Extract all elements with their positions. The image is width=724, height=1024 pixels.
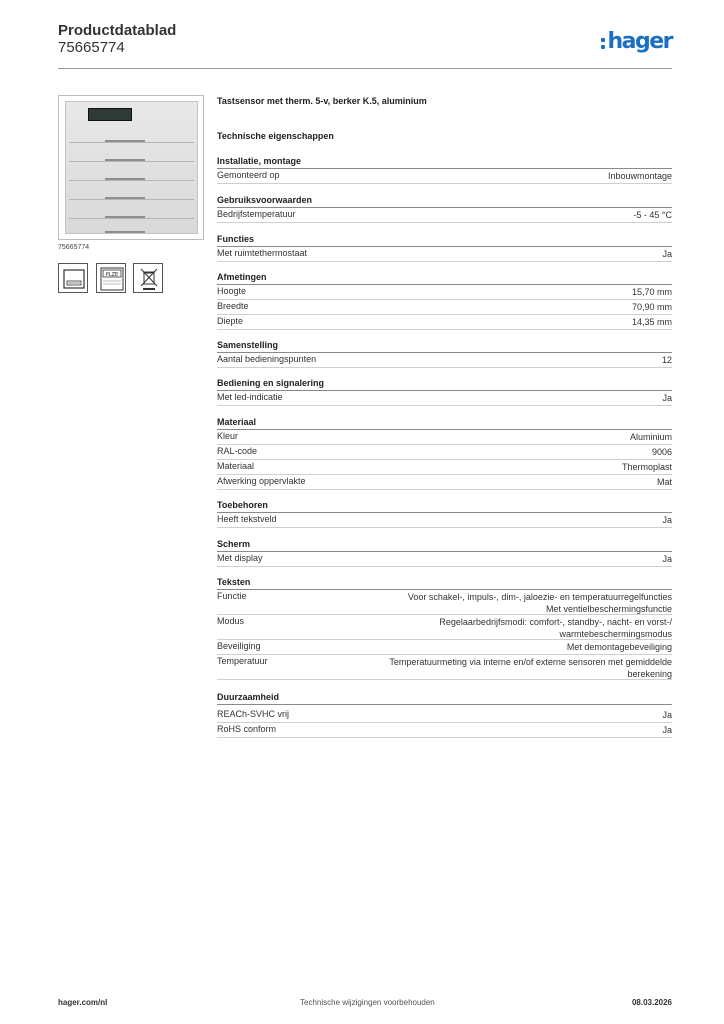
- spec-label: Kleur: [217, 431, 239, 441]
- spec-value: 9006: [651, 447, 672, 457]
- spec-row: [217, 640, 672, 655]
- spec-row: [217, 285, 672, 300]
- spec-label: Met ruimtethermostaat: [217, 248, 308, 258]
- spec-label: Gemonteerd op: [217, 170, 280, 180]
- spec-value-line: Voor schakel-, impuls-, dim-, jaloezie- en temperatuurregelfuncties: [407, 592, 672, 602]
- section-title: Materiaal: [217, 417, 257, 427]
- section-title: Duurzaamheid: [217, 692, 280, 702]
- technical-properties-heading: Technische eigenschappen: [217, 131, 334, 141]
- footer-disclaimer: Technische wijzigingen voorbehouden: [300, 998, 435, 1007]
- spec-label: Beveiliging: [217, 641, 261, 651]
- product-description: Tastsensor met therm. 5-v, berker K.5, aluminium: [217, 96, 427, 106]
- spec-row: [217, 300, 672, 315]
- section-divider: [217, 704, 672, 705]
- spec-value: 14,35 mm: [631, 317, 672, 327]
- spec-row: [217, 552, 672, 567]
- spec-value: Mat: [656, 477, 672, 487]
- spec-value-line: Met ventielbeschermingsfunctie: [545, 604, 672, 614]
- spec-row: [217, 615, 672, 640]
- logo-text: hager: [607, 28, 672, 54]
- spec-row: [217, 513, 672, 528]
- spec-value: 70,90 mm: [631, 302, 672, 312]
- device-key: [69, 181, 194, 200]
- device-key: [69, 124, 194, 143]
- product-number: 75665774: [58, 39, 125, 56]
- spec-label: Aantal bedieningspunten: [217, 354, 317, 364]
- header-divider: [58, 68, 672, 69]
- spec-value: Ja: [662, 393, 672, 403]
- section-title: Samenstelling: [217, 340, 279, 350]
- touch-sensor-device-icon: [65, 101, 198, 234]
- spec-value: Ja: [662, 710, 672, 720]
- spec-label: Temperatuur: [217, 656, 268, 666]
- spec-label: RAL-code: [217, 446, 258, 456]
- spec-value-line: berekening: [627, 669, 672, 679]
- spec-label: Met display: [217, 553, 263, 563]
- spec-value: Ja: [662, 515, 672, 525]
- spec-label: Afwerking oppervlakte: [217, 476, 306, 486]
- spec-row: [217, 208, 672, 223]
- display-device-icon: [58, 263, 88, 293]
- section-title: Toebehoren: [217, 500, 268, 510]
- spec-value: 12: [661, 355, 672, 365]
- spec-label: Materiaal: [217, 461, 255, 471]
- spec-row: [217, 391, 672, 406]
- footer-website: hager.com/nl: [58, 998, 108, 1007]
- spec-value-line: warmtebeschermingsmodus: [559, 629, 672, 639]
- logo-dots-icon: [601, 38, 605, 49]
- spec-value: [389, 656, 672, 680]
- hager-logo: [601, 28, 672, 54]
- spec-value: Met demontagebeveiliging: [566, 642, 672, 652]
- spec-value-line: Temperatuurmeting via interne en/of externe sensoren met gemiddelde: [389, 657, 672, 667]
- spec-label: Hoogte: [217, 286, 247, 296]
- spec-value: Ja: [662, 249, 672, 259]
- spec-row: [217, 590, 672, 615]
- document-title: Productdatablad: [58, 22, 177, 39]
- spec-row: [217, 475, 672, 490]
- spec-label: Breedte: [217, 301, 249, 311]
- spec-label: Bedrijfstemperatuur: [217, 209, 296, 219]
- spec-value: 15,70 mm: [631, 287, 672, 297]
- spec-row: [217, 430, 672, 445]
- footer-date: 08.03.2026: [631, 998, 672, 1007]
- spec-row: [217, 460, 672, 475]
- section-title: Gebruiksvoorwaarden: [217, 195, 313, 205]
- image-caption: 75665774: [58, 244, 90, 251]
- spec-row: [217, 723, 672, 738]
- device-key: [69, 143, 194, 162]
- spec-row: [217, 315, 672, 330]
- product-image: [58, 95, 204, 240]
- spec-row: [217, 169, 672, 184]
- section-title: Installatie, montage: [217, 156, 302, 166]
- svg-text:PLZE: PLZE: [105, 272, 119, 278]
- device-key: [69, 162, 194, 181]
- spec-label: Met led-indicatie: [217, 392, 283, 402]
- spec-label: Diepte: [217, 316, 244, 326]
- section-title: Scherm: [217, 539, 251, 549]
- spec-label: REACh-SVHC vrij: [217, 709, 290, 719]
- ce-certified-icon: [96, 263, 126, 293]
- section-title: Afmetingen: [217, 272, 267, 282]
- spec-value: Aluminium: [629, 432, 672, 442]
- spec-label: Functie: [217, 591, 247, 601]
- spec-value: -5 - 45 °C: [633, 210, 672, 220]
- spec-label: Heeft tekstveld: [217, 514, 277, 524]
- spec-value: Ja: [662, 554, 672, 564]
- spec-row: [217, 353, 672, 368]
- spec-row: [217, 655, 672, 680]
- spec-value: [408, 591, 672, 615]
- section-title: Bediening en signalering: [217, 378, 325, 388]
- spec-label: Modus: [217, 616, 245, 626]
- spec-label: RoHS conform: [217, 724, 277, 734]
- spec-row: [217, 445, 672, 460]
- section-title: Teksten: [217, 577, 251, 587]
- spec-value: [439, 616, 672, 640]
- spec-row: [217, 247, 672, 262]
- document-header: [58, 22, 672, 68]
- spec-value: Ja: [662, 725, 672, 735]
- device-key: [69, 215, 194, 234]
- spec-value: Thermoplast: [621, 462, 672, 472]
- weee-crossed-bin-icon: [133, 263, 163, 293]
- device-display: [88, 108, 132, 121]
- spec-row: [217, 708, 672, 723]
- spec-value-line: Regelaarbedrijfsmodi: comfort-, standby-, nacht- en vorst-/: [439, 617, 672, 627]
- spec-value: Inbouwmontage: [607, 171, 672, 181]
- section-title: Functies: [217, 234, 255, 244]
